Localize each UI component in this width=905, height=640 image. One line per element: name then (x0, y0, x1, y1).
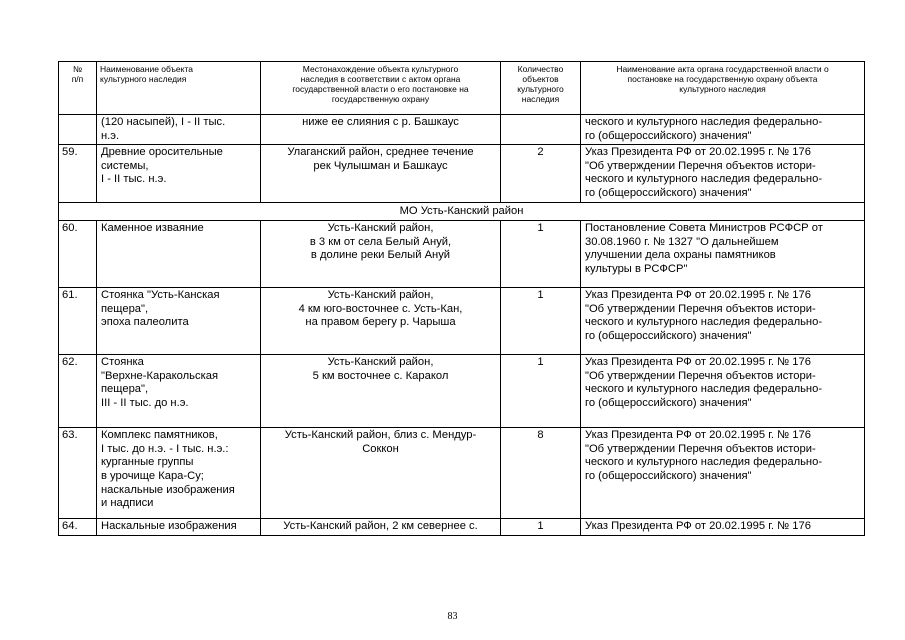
cell-name: Стоянка "Усть-Канская пещера", эпоха палеолита (97, 288, 261, 355)
region-row (59, 202, 865, 221)
region-title: МО Усть-Канский район (59, 202, 865, 221)
cell-count: 1 (501, 355, 581, 428)
page-number: 83 (447, 611, 458, 622)
cell-count: 8 (501, 428, 581, 519)
header-location: Местонахождение объекта культурного наследия в соответствии с актом органа государственной власти о его постановке на государственную охрану (261, 62, 501, 115)
cell-num: 61. (59, 288, 97, 355)
cell-location: Усть-Канский район, 4 км юго-восточнее с. Усть-Кан, на правом берегу р. Чарыша (261, 288, 501, 355)
cell-location: ниже ее слияния с р. Башкаус (261, 115, 501, 145)
cell-name: Стоянка "Верхне-Каракольская пещера", III - II тыс. до н.э. (97, 355, 261, 428)
cell-name: Каменное изваяние (97, 221, 261, 288)
cell-location: Усть-Канский район, 2 км севернее с. (261, 519, 501, 536)
cell-act: ческого и культурного наследия федерально- го (общероссийского) значения" (581, 115, 865, 145)
cell-count: 1 (501, 519, 581, 536)
cell-num: 59. (59, 145, 97, 202)
header-count: Количество объектов культурного наследия (501, 62, 581, 115)
table-row (59, 519, 865, 536)
cell-count: 2 (501, 145, 581, 202)
cell-num: 60. (59, 221, 97, 288)
cell-name: (120 насыпей), I - II тыс. н.э. (97, 115, 261, 145)
cell-act: Указ Президента РФ от 20.02.1995 г. № 176 "Об утверждении Перечня объектов истори- ческого и культурного наследия федерально- го (общероссийского) значения" (581, 288, 865, 355)
cell-location: Усть-Канский район, в 3 км от села Белый Ануй, в долине реки Белый Ануй (261, 221, 501, 288)
cell-act: Указ Президента РФ от 20.02.1995 г. № 176 (581, 519, 865, 536)
cell-num: 64. (59, 519, 97, 536)
header-num: № п/п (59, 62, 97, 115)
cell-num: 63. (59, 428, 97, 519)
heritage-objects-table (58, 61, 865, 536)
cell-act: Указ Президента РФ от 20.02.1995 г. № 176 "Об утверждении Перечня объектов истори- ческого и культурного наследия федерально- го (общероссийского) значения" (581, 145, 865, 202)
cell-location: Усть-Канский район, близ с. Мендур- Соккон (261, 428, 501, 519)
table-row (59, 221, 865, 288)
cell-num: 62. (59, 355, 97, 428)
cell-act: Постановление Совета Министров РСФСР от 30.08.1960 г. № 1327 "О дальнейшем улучшении дела охраны памятников культуры в РСФСР" (581, 221, 865, 288)
header-act: Наименование акта органа государственной власти о постановке на государственную охрану объекта культурного наследия (581, 62, 865, 115)
table-row-continuation (59, 115, 865, 145)
cell-count: 1 (501, 288, 581, 355)
header-name: Наименование объекта культурного наследия (97, 62, 261, 115)
table-row (59, 145, 865, 202)
cell-count (501, 115, 581, 145)
cell-location: Улаганский район, среднее течение рек Чулышман и Башкаус (261, 145, 501, 202)
table-row (59, 355, 865, 428)
cell-name: Древние оросительные системы, I - II тыс. н.э. (97, 145, 261, 202)
cell-name: Комплекс памятников, I тыс. до н.э. - I тыс. н.э.: курганные группы в урочище Кара-Су; наскальные изображения и надписи (97, 428, 261, 519)
cell-name: Наскальные изображения (97, 519, 261, 536)
cell-act: Указ Президента РФ от 20.02.1995 г. № 176 "Об утверждении Перечня объектов истори- ческого и культурного наследия федерально- го (общероссийского) значения" (581, 428, 865, 519)
cell-location: Усть-Канский район, 5 км восточнее с. Каракол (261, 355, 501, 428)
table-row (59, 428, 865, 519)
table-header-row (59, 62, 865, 115)
cell-act: Указ Президента РФ от 20.02.1995 г. № 176 "Об утверждении Перечня объектов истори- ческого и культурного наследия федерально- го (общероссийского) значения" (581, 355, 865, 428)
table-row (59, 288, 865, 355)
cell-num (59, 115, 97, 145)
cell-count: 1 (501, 221, 581, 288)
heritage-table-page (58, 61, 864, 536)
